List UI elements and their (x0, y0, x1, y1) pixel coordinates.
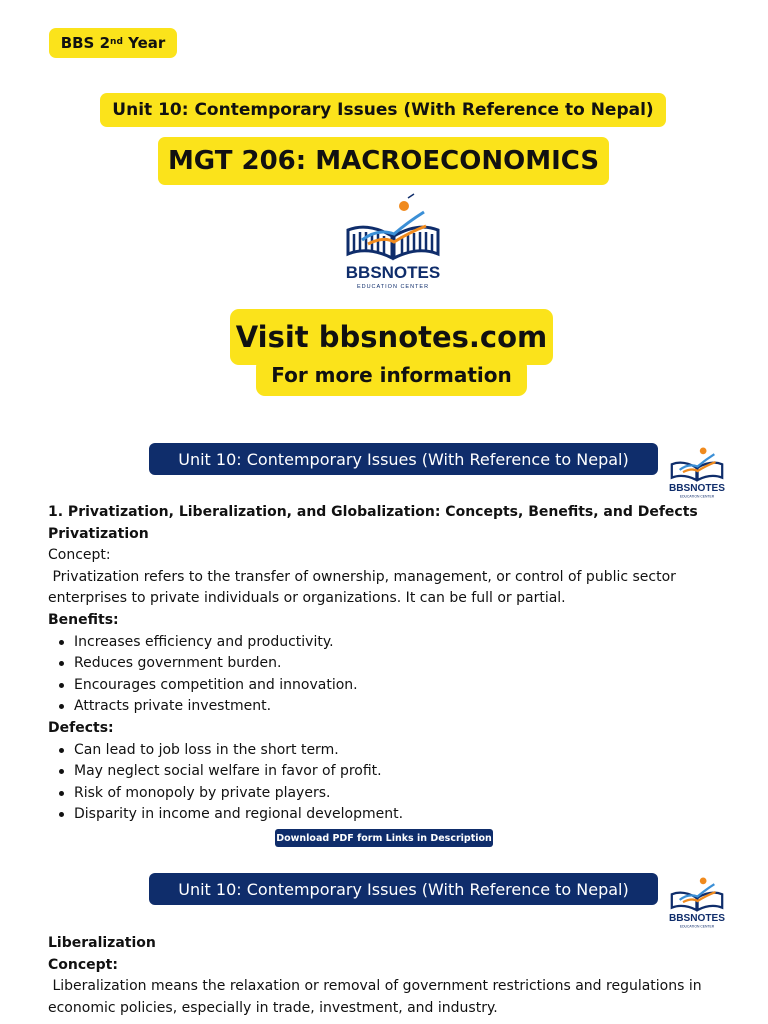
unit-title-badge (100, 93, 666, 127)
list-item: Attracts private investment. (74, 696, 738, 718)
list-item: Encourages competition and innovation. (74, 675, 738, 697)
download-pdf-label: Download PDF form Links in Description (276, 832, 492, 844)
concept-text: Privatization refers to the transfer of ownership, management, or control of public sector enterprises to private individuals or organizations. It can be full or partial. (48, 568, 681, 607)
benefits-label: Benefits: (48, 611, 119, 628)
unit-banner (149, 443, 658, 475)
year-badge-text: BBS 2 (60, 34, 111, 52)
year-badge-superscript: nd (110, 37, 123, 47)
book-icon (348, 194, 438, 258)
privatization-heading: Privatization (48, 525, 149, 542)
course-title-badge (158, 137, 609, 185)
book-icon (672, 447, 722, 479)
year-badge (49, 28, 177, 58)
course-title-text: MGT 206: MACROECONOMICS (167, 146, 600, 176)
list-item: Risk of monopoly by private players. (74, 783, 738, 805)
list-item: Increases efficiency and productivity. (74, 632, 738, 654)
list-item: Reduces government burden. (74, 653, 738, 675)
logo-tagline-text: EDUCATION CENTER (679, 494, 715, 499)
list-item: May neglect social welfare in favor of profit. (74, 761, 738, 783)
concept-label: Concept: (48, 956, 118, 973)
liberalization-heading: Liberalization (48, 935, 156, 951)
bbsnotes-logo-small (666, 443, 728, 499)
defects-label: Defects: (48, 719, 114, 736)
bbsnotes-logo-small (666, 873, 728, 929)
section-heading: 1. Privatization, Liberalization, and Globalization: Concepts, Benefits, and Defects (48, 504, 698, 520)
list-item: Disparity in income and regional development. (74, 804, 738, 826)
benefits-list (48, 632, 738, 718)
logo-tagline-text: EDUCATION CENTER (356, 284, 430, 290)
unit-title-text: Unit 10: Contemporary Issues (With Reference to Nepal) (112, 100, 654, 120)
bbsnotes-logo (338, 192, 448, 292)
concept-label: Concept: (48, 547, 111, 564)
unit-banner (149, 873, 658, 905)
defects-list (48, 740, 738, 826)
year-badge-tail: Year (122, 34, 166, 52)
unit-banner-text: Unit 10: Contemporary Issues (With Reference to Nepal) (178, 449, 629, 469)
list-item: Can lead to job loss in the short term. (74, 740, 738, 762)
book-icon (672, 877, 722, 909)
logo-tagline-text: EDUCATION CENTER (679, 924, 715, 929)
unit-banner-text: Unit 10: Contemporary Issues (With Reference to Nepal) (178, 879, 629, 899)
more-info-text: For more information (271, 363, 512, 387)
download-pdf-button[interactable] (275, 829, 493, 847)
concept-text: Liberalization means the relaxation or removal of government restrictions and regulations in economic policies, especially in trade, investment, and industry. (48, 978, 707, 1016)
section-privatization (48, 502, 738, 826)
logo-brand-text: BBSNOTES (669, 483, 725, 495)
section-liberalization (48, 933, 738, 1019)
logo-brand-text: BBSNOTES (345, 263, 441, 282)
logo-brand-text: BBSNOTES (669, 913, 725, 925)
visit-link-text[interactable]: Visit bbsnotes.com (235, 320, 548, 354)
